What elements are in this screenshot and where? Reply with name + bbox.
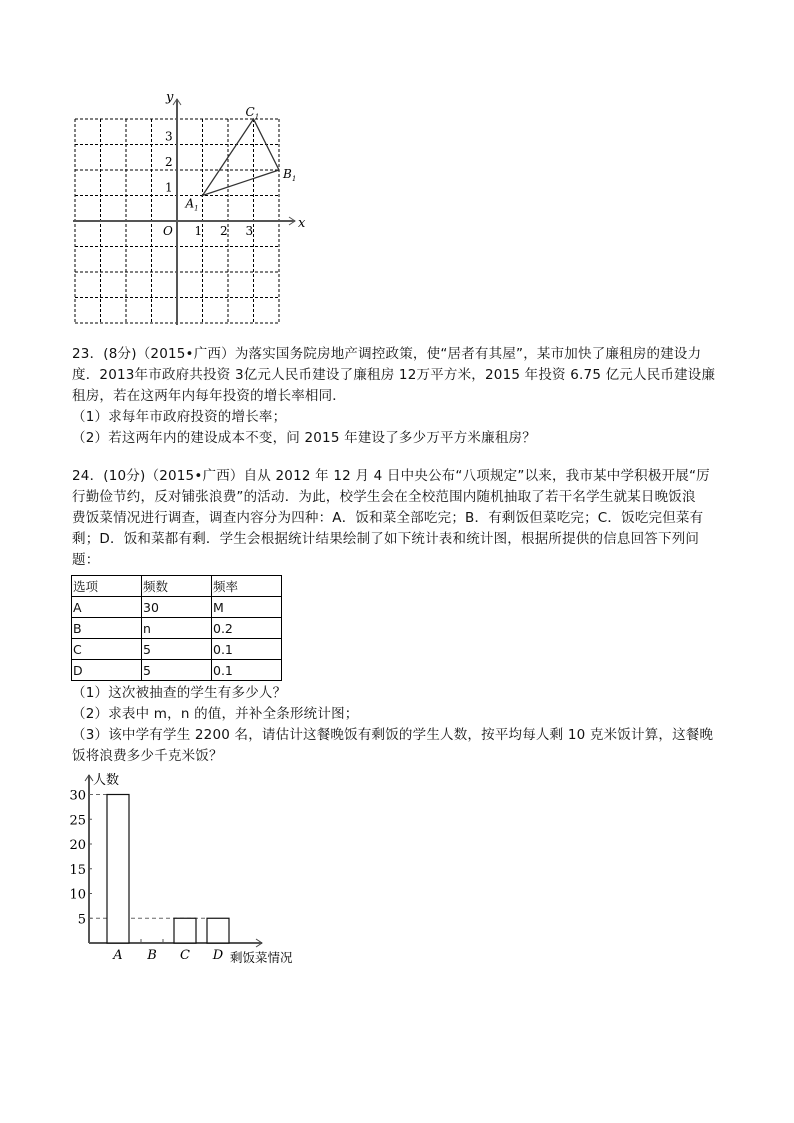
x-axis-label: 剩饭菜情况 — [230, 950, 293, 965]
bar-a — [107, 795, 129, 944]
table-cell: 0.1 — [212, 660, 282, 681]
table-cell: D — [72, 660, 142, 681]
q24-line: 费饭菜情况进行调查，调查内容分为四种：A．饭和菜全部吃完；B．有剩饭但菜吃完；C．饭吃完但菜有 — [72, 510, 704, 526]
bar-c — [174, 918, 196, 943]
q24-subquestion-2: （2）求表中 m，n 的值，并补全条形统计图； — [72, 706, 359, 722]
table-cell: A — [72, 597, 142, 618]
table-header: 选项 — [72, 576, 142, 597]
y-tick-label: 3 — [165, 129, 173, 144]
table-cell: B — [72, 618, 142, 639]
table-cell: 0.2 — [212, 618, 282, 639]
x-tick-label: C — [180, 948, 190, 963]
x-tick-label: A — [113, 948, 123, 963]
q24-subquestion-3: （3）该中学有学生 2200 名，请估计这餐晚饭有剩饭的学生人数，按平均每人剩 10 克米饭计算，这餐晚 — [72, 727, 714, 743]
table-row — [72, 660, 282, 681]
origin-label: O — [163, 224, 173, 238]
y-tick-label: 15 — [69, 862, 86, 878]
table-header: 频数 — [142, 576, 212, 597]
coordinate-figure — [60, 90, 320, 330]
table-row — [72, 597, 282, 618]
y-tick-label: 2 — [165, 155, 173, 169]
table-cell: M — [212, 597, 282, 618]
chart-marks — [107, 795, 229, 964]
table-header: 频率 — [212, 576, 282, 597]
q24-line: 行勤俭节约，反对铺张浪费”的活动．为此，校学生会在全校范围内随机抽取了若干名学生就某日晚饭浪 — [72, 489, 696, 505]
x-axis-label: x — [298, 216, 306, 231]
x-tick-label: D — [212, 948, 224, 963]
q24-subquestion-3-cont: 饭将浪费多少千克米饭？ — [72, 748, 223, 764]
q23-line: 租房，若在这两年内每年投资的增长率相同． — [72, 388, 346, 404]
y-tick-label: 25 — [69, 813, 86, 829]
triangle — [203, 119, 280, 196]
y-tick-label: 20 — [69, 838, 86, 853]
table-cell: 5 — [142, 639, 212, 660]
q24-line: 24．(10分)（2015•广西）自从 2012 年 12 月 4 日中央公布“八项规定”以来，我市某中学积极开展“厉 — [72, 468, 710, 484]
point-label-a: $A_1$ — [185, 196, 199, 213]
table-cell: 5 — [142, 660, 212, 681]
y-tick-label: 5 — [77, 912, 86, 928]
bar-d — [207, 918, 229, 943]
point-label-c: $C_1$ — [245, 105, 260, 121]
table-header-row — [72, 576, 282, 597]
y-axis-label: 人数 — [93, 773, 120, 788]
frequency-table — [71, 575, 282, 681]
question-24-subquestions — [72, 683, 732, 767]
y-tick-label: 30 — [69, 788, 86, 804]
bar-chart — [60, 765, 320, 975]
x-tick-label: 2 — [220, 224, 228, 238]
q24-line: 题： — [72, 552, 100, 568]
q23-line: 度．2013年市政府共投资 3亿元人民币建设了廉租房 12万平方米，2015 年投资 6.75 亿元人民币建设廉 — [72, 367, 716, 383]
table-cell: 30 — [142, 597, 212, 618]
table-cell: 0.1 — [212, 639, 282, 660]
q23-line: 23．(8分)（2015•广西）为落实国务院房地产调控政策，使“居者有其屋”，某市加快了廉租房的建设力 — [72, 346, 702, 362]
q23-subquestion-2: （2）若这两年内的建设成本不变，问 2015 年建设了多少万平方米廉租房？ — [72, 430, 536, 446]
triangle-a1b1c1 — [185, 105, 297, 213]
table-row — [72, 639, 282, 660]
y-axis-label: y — [166, 90, 174, 105]
x-tick-label: B — [147, 948, 157, 963]
x-tick-label: 3 — [245, 224, 254, 238]
y-tick-label: 10 — [69, 887, 86, 903]
y-tick-label: 1 — [165, 180, 173, 195]
question-23 — [72, 344, 732, 449]
question-24 — [72, 466, 732, 571]
point-label-b: $B_1$ — [283, 167, 297, 183]
table-cell: C — [72, 639, 142, 660]
q23-subquestion-1: （1）求每年市政府投资的增长率； — [72, 409, 287, 425]
table-row — [72, 618, 282, 639]
x-tick-label: 1 — [194, 224, 203, 238]
q24-line: 剩；D．饭和菜都有剩．学生会根据统计结果绘制了如下统计表和统计图，根据所提供的信息回答下列问 — [72, 531, 700, 547]
q24-subquestion-1: （1）这次被抽查的学生有多少人？ — [72, 685, 287, 701]
table-cell: n — [142, 618, 212, 639]
